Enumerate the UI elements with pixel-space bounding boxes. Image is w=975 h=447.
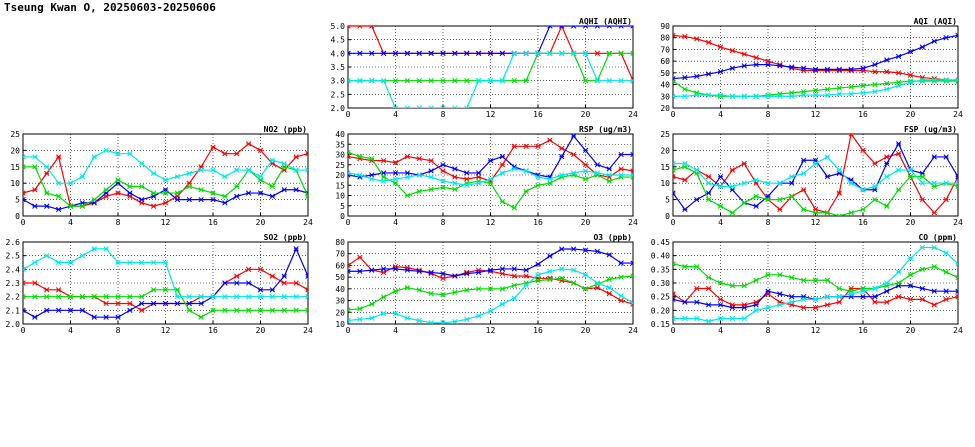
x-tick-label: 24	[303, 326, 313, 335]
x-tick-label: 24	[953, 326, 963, 335]
x-tick-label: 20	[580, 326, 591, 335]
x-tick-label: 8	[440, 218, 446, 227]
y-tick-label: 40	[335, 130, 345, 139]
y-tick-label: 2.0	[5, 320, 20, 329]
y-tick-label: 35	[335, 140, 345, 150]
x-tick-label: 8	[765, 218, 771, 227]
x-tick-label: 0	[20, 218, 26, 227]
x-tick-label: 4	[68, 326, 73, 335]
y-tick-label: 15	[10, 162, 20, 172]
y-tick-label: 4.5	[330, 35, 345, 45]
y-tick-label: 0.30	[650, 279, 670, 288]
y-tick-label: 25	[335, 160, 345, 170]
x-tick-label: 20	[580, 110, 591, 119]
x-tick-label: 12	[485, 326, 496, 335]
y-tick-label: 70	[660, 45, 670, 55]
x-tick-label: 16	[533, 110, 543, 119]
y-tick-label: 0.40	[650, 251, 670, 261]
x-tick-label: 12	[485, 110, 496, 119]
x-tick-label: 12	[485, 218, 496, 227]
x-tick-label: 16	[858, 110, 868, 119]
chart-panel-aqhi	[331, 17, 638, 119]
y-tick-label: 20	[660, 104, 670, 113]
y-tick-label: 2.3	[5, 279, 20, 288]
x-tick-label: 20	[905, 110, 916, 119]
y-tick-label: 80	[660, 33, 670, 43]
x-tick-label: 16	[858, 218, 868, 227]
y-tick-label: 60	[335, 261, 345, 271]
chart-panel-fsp	[660, 125, 963, 227]
x-tick-label: 20	[905, 326, 916, 335]
y-tick-label: 40	[335, 284, 345, 294]
x-tick-label: 24	[953, 110, 963, 119]
x-tick-label: 12	[810, 326, 821, 335]
y-tick-label: 30	[335, 150, 345, 160]
x-tick-label: 24	[628, 326, 638, 335]
x-tick-label: 4	[718, 110, 723, 119]
x-tick-label: 20	[580, 218, 591, 227]
chart-panel-rsp	[335, 125, 638, 227]
y-tick-label: 50	[335, 273, 345, 283]
x-tick-label: 8	[440, 326, 446, 335]
x-tick-label: 4	[393, 326, 398, 335]
y-tick-label: 0	[340, 212, 345, 221]
panel-title: SO2 (ppb)	[263, 233, 307, 242]
y-tick-label: 0	[15, 212, 20, 221]
x-tick-label: 24	[953, 218, 963, 227]
x-tick-label: 16	[533, 218, 543, 227]
panel-title: NO2 (ppb)	[263, 125, 307, 134]
y-tick-label: 25	[10, 130, 20, 139]
x-tick-label: 0	[345, 218, 351, 227]
y-tick-label: 10	[335, 320, 345, 329]
y-tick-label: 5	[665, 195, 670, 205]
x-tick-label: 4	[718, 218, 723, 227]
y-tick-label: 60	[660, 57, 670, 67]
y-tick-label: 5.0	[330, 22, 345, 31]
y-tick-label: 5	[15, 195, 20, 205]
panel-title: AQI (AQI)	[913, 17, 957, 26]
y-tick-label: 0.45	[650, 238, 670, 247]
y-tick-label: 3.5	[330, 63, 345, 72]
y-tick-label: 2.2	[5, 292, 20, 302]
x-tick-label: 16	[208, 326, 218, 335]
y-tick-label: 3.0	[330, 76, 345, 86]
y-tick-label: 2.6	[5, 238, 20, 247]
x-tick-label: 12	[810, 110, 821, 119]
x-tick-label: 12	[160, 218, 171, 227]
panel-title: O3 (ppb)	[593, 233, 632, 242]
x-tick-label: 4	[393, 110, 398, 119]
y-tick-label: 25	[660, 130, 670, 139]
chart-panel-co	[651, 233, 963, 335]
y-tick-label: 10	[335, 191, 345, 201]
x-tick-label: 4	[718, 326, 723, 335]
y-tick-label: 80	[335, 238, 345, 247]
y-tick-label: 20	[660, 146, 670, 156]
x-tick-label: 0	[670, 218, 676, 227]
x-tick-label: 0	[345, 326, 351, 335]
y-tick-label: 0.35	[650, 265, 670, 275]
x-tick-label: 0	[670, 110, 676, 119]
y-tick-label: 15	[335, 181, 345, 191]
y-tick-label: 10	[10, 179, 20, 189]
y-tick-label: 15	[660, 162, 670, 172]
y-tick-label: 30	[660, 92, 670, 102]
y-tick-label: 50	[660, 68, 670, 78]
x-tick-label: 20	[255, 218, 266, 227]
y-tick-label: 70	[335, 249, 345, 259]
panel-title: AQHI (AQHI)	[579, 17, 632, 26]
x-tick-label: 12	[160, 326, 171, 335]
y-tick-label: 0.20	[650, 306, 670, 316]
panel-title: RSP (ug/m3)	[579, 125, 632, 134]
y-tick-label: 20	[10, 146, 20, 156]
panel-title: FSP (ug/m3)	[904, 125, 957, 134]
y-tick-label: 20	[335, 308, 345, 318]
chart-panel-o3	[335, 233, 638, 335]
x-tick-label: 8	[115, 326, 121, 335]
y-tick-label: 2.0	[330, 104, 345, 113]
y-tick-label: 2.1	[5, 306, 20, 316]
y-tick-label: 2.4	[5, 265, 20, 275]
page-title: Tseung Kwan O, 20250603-20250606	[4, 1, 216, 14]
x-tick-label: 8	[765, 110, 771, 119]
y-tick-label: 0	[665, 212, 670, 221]
x-tick-label: 0	[345, 110, 351, 119]
x-tick-label: 24	[628, 218, 638, 227]
x-tick-label: 8	[765, 326, 771, 335]
y-tick-label: 40	[660, 80, 670, 90]
x-tick-label: 24	[303, 218, 313, 227]
x-tick-label: 4	[68, 218, 73, 227]
x-tick-label: 0	[20, 326, 26, 335]
chart-panel-no2	[10, 125, 313, 227]
x-tick-label: 0	[670, 326, 676, 335]
y-tick-label: 0.15	[650, 320, 670, 329]
chart-panel-so2	[6, 233, 313, 335]
y-tick-label: 90	[660, 22, 670, 31]
x-tick-label: 24	[628, 110, 638, 119]
x-tick-label: 8	[440, 110, 446, 119]
y-tick-label: 20	[335, 171, 345, 180]
panel-title: CO (ppm)	[918, 233, 957, 242]
y-tick-label: 2.5	[5, 251, 20, 261]
y-tick-label: 2.5	[330, 90, 345, 100]
y-tick-label: 30	[335, 296, 345, 306]
x-tick-label: 16	[533, 326, 543, 335]
x-tick-label: 20	[255, 326, 266, 335]
chart-panel-aqi	[660, 17, 963, 119]
x-tick-label: 4	[393, 218, 398, 227]
y-tick-label: 5	[340, 201, 345, 211]
x-tick-label: 8	[115, 218, 121, 227]
x-tick-label: 16	[208, 218, 218, 227]
y-tick-label: 4.0	[330, 49, 345, 59]
y-tick-label: 0.25	[650, 292, 670, 302]
x-tick-label: 20	[905, 218, 916, 227]
y-tick-label: 10	[660, 179, 670, 189]
x-tick-label: 12	[810, 218, 821, 227]
x-tick-label: 16	[858, 326, 868, 335]
